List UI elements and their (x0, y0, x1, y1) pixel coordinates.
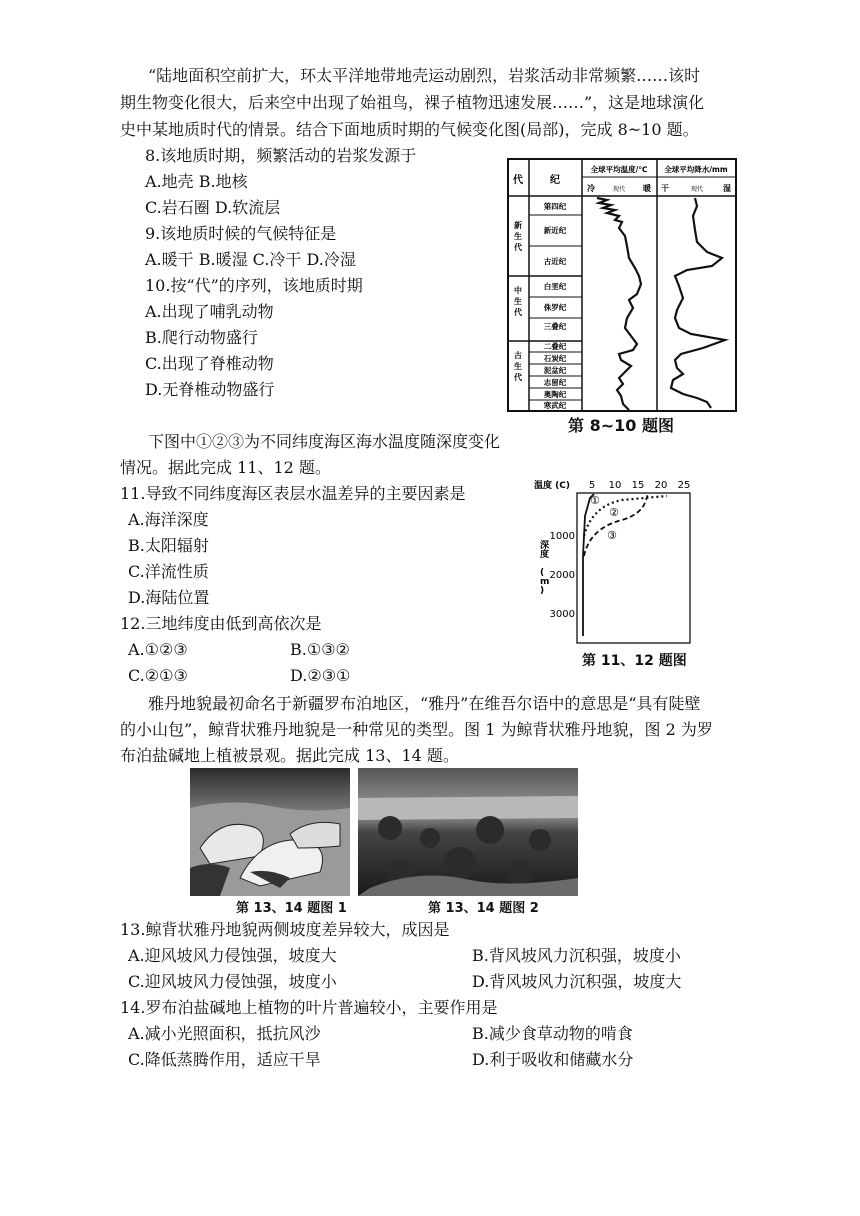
period-cretaceous: 白垩纪 (543, 282, 567, 291)
curve-3-label: ③ (607, 529, 617, 542)
era-cenozoic: 新生代 (514, 221, 522, 252)
ocean-temperature-figure (532, 476, 702, 648)
header-precipitation: 全球平均降水/mm (664, 165, 728, 174)
q14-option-a: A.减小光照面积，抵抗风沙 (128, 1024, 321, 1043)
intro-line-2: 期生物变化很大，后来空中出现了始祖鸟，裸子植物迅速发展……”，这是地球演化 (120, 93, 705, 112)
ytick-2000: 2000 (549, 570, 575, 581)
q14-stem: 14.罗布泊盐碱地上植物的叶片普遍较小，主要作用是 (120, 998, 498, 1017)
intro3-line-3: 布泊盐碱地上植被景观。据此完成 13、14 题。 (120, 746, 459, 765)
q11-option-c: C.洋流性质 (128, 562, 209, 581)
q12-option-a: A.①②③ (128, 640, 188, 659)
q14-option-d: D.利于吸收和储藏水分 (472, 1050, 634, 1069)
yardang-photo (190, 768, 350, 896)
period-permian: 二叠纪 (543, 342, 567, 351)
temp-now-label: 现代 (612, 186, 626, 193)
era-paleozoic: 古生代 (514, 351, 522, 382)
period-quaternary: 第四纪 (543, 202, 567, 211)
q8-stem: 8.该地质时期，频繁活动的岩浆发源于 (145, 146, 417, 165)
xtick-25: 25 (677, 480, 691, 491)
period-devonian: 泥盆纪 (543, 366, 567, 375)
ytick-3000: 3000 (549, 609, 575, 620)
period-carboniferous: 石炭纪 (543, 354, 567, 363)
q10-option-a: A.出现了哺乳动物 (145, 302, 274, 321)
curve-2-label: ② (609, 506, 619, 519)
figure-2-caption: 第 11、12 题图 (582, 653, 687, 669)
header-dai: 代 (513, 175, 523, 186)
q10-option-c: C.出现了脊椎动物 (145, 354, 274, 373)
header-temperature: 全球平均温度/℃ (590, 165, 648, 174)
q12-stem: 12.三地纬度由低到高依次是 (120, 614, 322, 633)
q8-options-1: A.地壳 B.地核 (145, 172, 248, 191)
precip-wet-label: 湿 (723, 184, 731, 193)
q12-option-b: B.①③② (290, 640, 350, 659)
period-cambrian: 寒武纪 (543, 401, 567, 410)
xtick-5: 5 (588, 480, 596, 491)
era-mesozoic: 中生代 (514, 286, 522, 317)
q12-option-d: D.②③① (290, 666, 351, 685)
q11-option-a: A.海洋深度 (128, 510, 209, 529)
xtick-20: 20 (654, 480, 668, 491)
period-neogene: 新近纪 (543, 226, 567, 235)
fig2-xlabel: 温度 (C) (534, 481, 570, 491)
q13-option-a: A.迎风坡风力侵蚀强，坡度大 (128, 946, 337, 965)
q13-option-c: C.迎风坡风力侵蚀强，坡度小 (128, 972, 337, 991)
q12-option-c: C.②①③ (128, 666, 188, 685)
yardang-photos (190, 768, 578, 896)
intro-line-1: “陆地面积空前扩大，环太平洋地带地壳运动剧烈，岩浆活动非常频繁……该时 (148, 66, 701, 85)
q11-stem: 11.导致不同纬度海区表层水温差异的主要因素是 (120, 484, 466, 503)
figure-3-caption-2: 第 13、14 题图 2 (428, 901, 539, 916)
q8-options-2: C.岩石圈 D.软流层 (145, 198, 281, 217)
precip-now-label: 现代 (690, 186, 704, 193)
q11-option-b: B.太阳辐射 (128, 536, 209, 555)
q13-option-d: D.背风坡风力沉积强，坡度大 (472, 972, 682, 991)
temp-cold-label: 冷 (587, 184, 595, 193)
figure-1-caption: 第 8~10 题图 (568, 416, 674, 435)
q13-stem: 13.鲸背状雅丹地貌两侧坡度差异较大，成因是 (120, 920, 450, 939)
q9-options: A.暖干 B.暖湿 C.冷干 D.冷湿 (145, 250, 356, 269)
curve-1-label: ① (590, 494, 600, 507)
vegetation-photo (358, 768, 578, 896)
intro3-line-2: 的小山包”，鲸背状雅丹地貌是一种常见的类型。图 1 为鲸背状雅丹地貌，图 2 为罗 (120, 720, 713, 739)
precip-dry-label: 干 (661, 184, 669, 193)
xtick-15: 15 (631, 480, 645, 491)
intro2-line-2: 情况。据此完成 11、12 题。 (120, 458, 331, 477)
xtick-10: 10 (608, 480, 622, 491)
period-paleogene: 古近纪 (543, 257, 567, 266)
q13-option-b: B.背风坡风力沉积强，坡度小 (472, 946, 681, 965)
fig2-ylabel: 深度 ( m ) (540, 541, 550, 596)
period-jurassic: 侏罗纪 (543, 303, 567, 312)
figure-3-caption-1: 第 13、14 题图 1 (236, 901, 347, 916)
period-ordovician: 奥陶纪 (543, 390, 567, 399)
curve-1 (583, 494, 594, 636)
geologic-climate-figure (507, 158, 737, 412)
ytick-1000: 1000 (549, 531, 575, 542)
intro-line-3: 史中某地质时代的情景。结合下面地质时期的气候变化图(局部)，完成 8~10 题。 (120, 120, 699, 139)
intro2-line-1: 下图中①②③为不同纬度海区海水温度随深度变化 (148, 432, 501, 451)
q9-stem: 9.该地质时候的气候特征是 (145, 224, 337, 243)
q14-option-c: C.降低蒸腾作用，适应干旱 (128, 1050, 321, 1069)
temp-warm-label: 暖 (643, 184, 651, 193)
q10-stem: 10.按“代”的序列，该地质时期 (145, 276, 363, 295)
period-silurian: 志留纪 (543, 378, 567, 387)
intro3-line-1: 雅丹地貌最初命名于新疆罗布泊地区，“雅丹”在维吾尔语中的意思是“具有陡壁 (148, 694, 701, 713)
q10-option-d: D.无脊椎动物盛行 (145, 380, 275, 399)
period-triassic: 三叠纪 (543, 322, 567, 331)
q10-option-b: B.爬行动物盛行 (145, 328, 258, 347)
q11-option-d: D.海陆位置 (128, 588, 210, 607)
q14-option-b: B.减少食草动物的啃食 (472, 1024, 633, 1043)
header-ji: 纪 (550, 175, 560, 186)
